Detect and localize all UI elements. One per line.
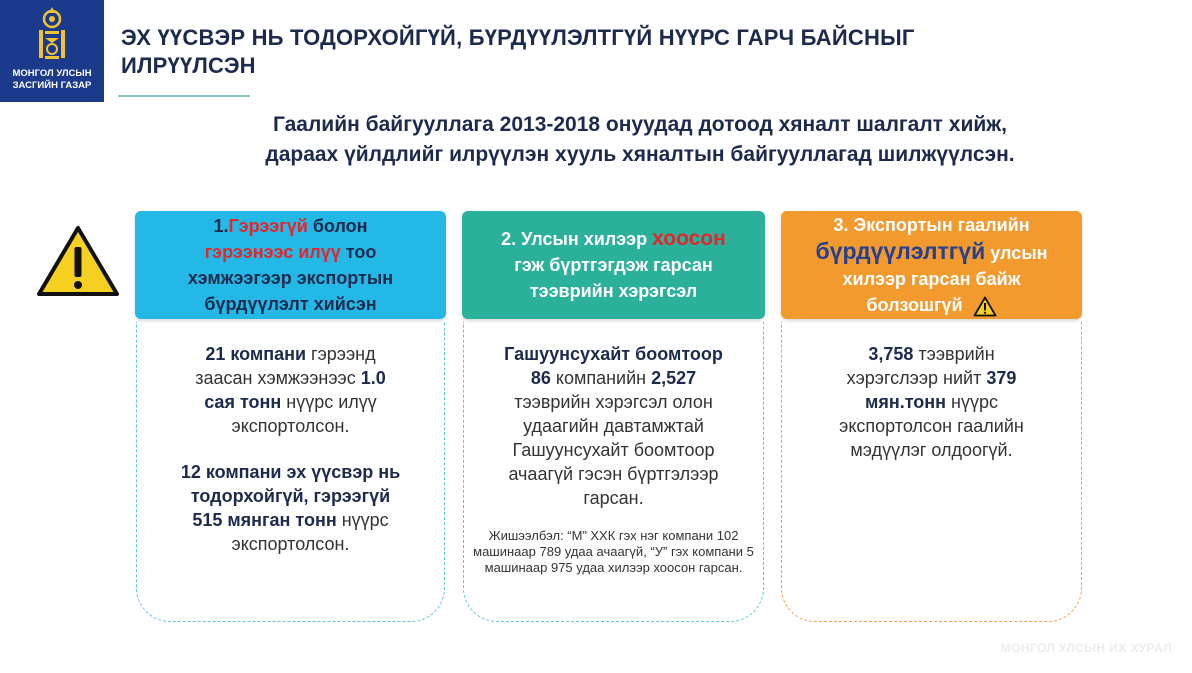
card-2-header-line-2: гэж бүртгэгдэж гарсан bbox=[514, 255, 713, 275]
government-logo bbox=[0, 0, 104, 102]
card-1-paragraph-1: 21 компани гэрээнд заасан хэмжээнээс 1.0 сая тонн нүүрс илүү экспортолсон. bbox=[195, 344, 386, 436]
card-1-header-line-4: бүрдүүлэлт хийсэн bbox=[204, 294, 377, 314]
card-3-header-line-1: 3. Экспортын гаалийн bbox=[833, 215, 1030, 235]
card-1-header bbox=[135, 211, 446, 319]
warning-icon bbox=[36, 225, 120, 297]
card-1-body bbox=[136, 322, 445, 622]
card-3-header-line-4: болзошгүй bbox=[781, 292, 1082, 318]
card-2-body bbox=[463, 322, 764, 622]
footer-watermark: МОНГОЛ УЛСЫН ИХ ХУРАЛ bbox=[1000, 641, 1172, 655]
card-2-example-note: Жишээлбэл: “М” ХХК гэх нэг компани 102 машинаар 789 удаа ачаагүй, “У” гэх компани 5 машинаар 975 удаа хилээр хоосон гарсан. bbox=[473, 528, 754, 575]
card-1-paragraph-2: 12 компани эх үүсвэр нь тодорхойгүй, гэрээгүй 515 мянган тонн нүүрс экспортолсон. bbox=[180, 462, 401, 554]
card-2-header bbox=[462, 211, 765, 319]
card-1-header-line-1: 1.Гэрээгүй болон bbox=[213, 216, 368, 236]
title-underline bbox=[118, 95, 250, 97]
card-1-header-line-2: гэрээнээс илүү тоо bbox=[204, 242, 377, 262]
card-2-header-line-1: 2. Улсын хилээр хоосон bbox=[501, 227, 726, 250]
card-3-header bbox=[781, 211, 1082, 319]
small-warning-icon bbox=[973, 296, 997, 317]
card-3-paragraph: 3,758 тээврийн хэрэгслээр нийт 379 мян.тонн нүүрс экспортолсон гаалийн мэдүүлэг олдоогүй. bbox=[839, 344, 1024, 460]
card-2-header-line-3: тээврийн хэрэгсэл bbox=[529, 281, 698, 301]
logo-text-line-2: ЗАСГИЙН ГАЗАР bbox=[12, 80, 92, 91]
page-title: ЭХ ҮҮСВЭР НЬ ТОДОРХОЙГҮЙ, БҮРДҮҮЛЭЛТГҮЙ НҮҮРС ГАРЧ БАЙСНЫГ ИЛРҮҮЛСЭН bbox=[121, 25, 915, 78]
card-3-body bbox=[781, 322, 1082, 622]
card-1-header-line-3: хэмжээгээр экспортын bbox=[187, 268, 394, 288]
card-2-paragraph: Гашуунсухайт боомтоор 86 компанийн 2,527 тээврийн хэрэгсэл олон удаагийн давтамжтай Гашуунсухайт боомтоор ачаагүй гэсэн бүртгэлээр гарсан. bbox=[504, 344, 723, 508]
subtitle-line-1: Гаалийн байгууллага 2013-2018 онуудад дотоод хяналт шалгалт хийж, bbox=[272, 113, 1008, 136]
subtitle-line-2: дараах үйлдлийг илрүүлэн хууль хяналтын байгууллагад шилжүүлсэн. bbox=[265, 143, 1015, 166]
card-3-header-line-3: хилээр гарсан байж bbox=[842, 269, 1021, 289]
logo-text-line-1: МОНГОЛ УЛСЫН bbox=[12, 68, 92, 79]
soyombo-emblem-icon bbox=[34, 5, 70, 65]
card-3-header-line-2: бүрдүүлэлтгүй улсын bbox=[815, 238, 1048, 264]
